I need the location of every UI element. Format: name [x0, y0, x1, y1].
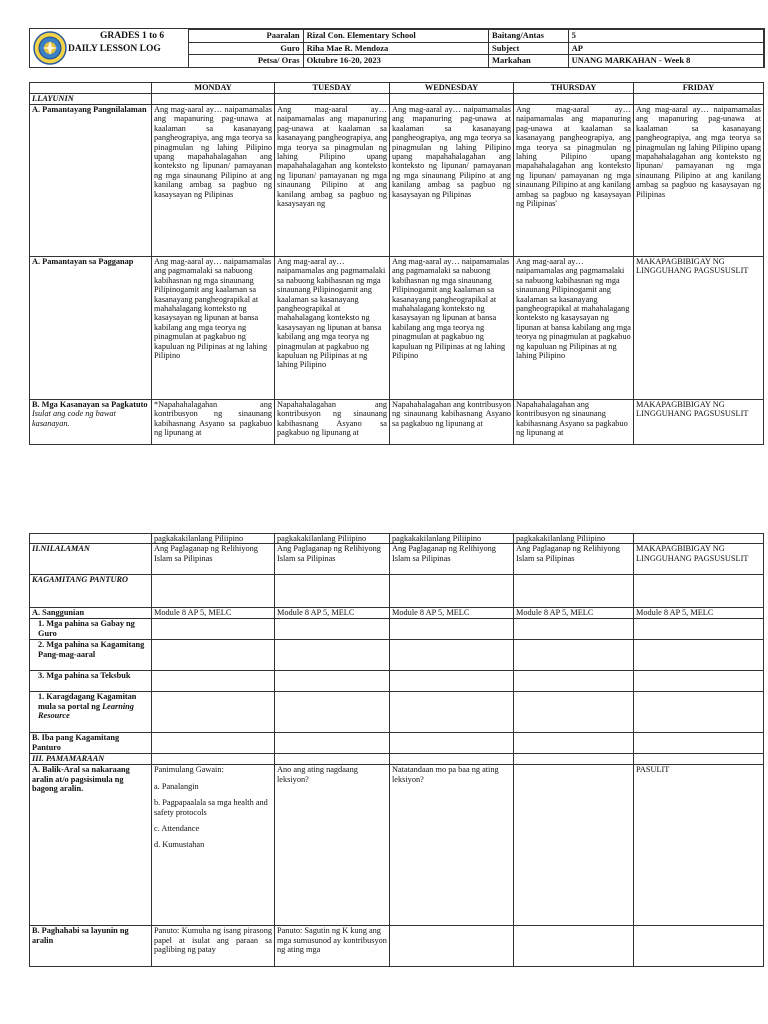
day-header-friday: FRIDAY: [634, 83, 764, 94]
section-label-pamamaraan: III. PAMAMARAAN: [30, 754, 152, 765]
row-teksbuk: [30, 671, 764, 692]
row-balik-aral: [30, 765, 764, 926]
header-label-subject: Subject: [488, 42, 568, 55]
empty-cell: [634, 575, 764, 608]
label-paghahabi: B. Paghahabi sa layunin ng aralin: [30, 926, 152, 967]
header-value-subject: AP: [568, 42, 763, 55]
row-pamantayang-pangnilalaman: [30, 105, 764, 257]
header-row: [189, 30, 764, 43]
grades-title: GRADES 1 to 6: [100, 31, 165, 41]
cell-monday: pagkakakilanlang Piliipino: [152, 534, 275, 544]
empty-cell: [152, 692, 275, 733]
empty-cell: [152, 619, 275, 640]
row-iba-pang-kagamitang: [30, 733, 764, 754]
header-label-baitang: Baitang/Antas: [488, 30, 568, 43]
label-mga-kasanayan: [30, 400, 152, 445]
cell-tuesday: Ang Paglaganap ng Relihiyong Islam sa Pilipinas: [275, 544, 390, 575]
label-pamantayan-sa-pagganap: A. Pamantayan sa Pagganap: [30, 257, 152, 400]
header-value-teacher: Riha Mae R. Mendoza: [303, 42, 488, 55]
empty-cell: [390, 671, 514, 692]
cell-tuesday: Ang mag-aaral ay… naipamamalas ang mapanuring pag-unawa at kaalaman sa kasanayang pangheograpiya, ang mga teorya sa pinagmulan ng lahing Pilipino upang mapahahalagahan ang konteksto ng lipunan/ pamayanan ng mga sinaunang Pilipino at ang kanilang ambag sa pagbuo ng kasaysayan ng: [275, 105, 390, 257]
empty-cell: [514, 575, 634, 608]
label-balik-aral: A. Balik-Aral sa nakaraang aralin at/o pagsisimula ng bagong aralin.: [30, 765, 152, 926]
cell-tuesday: Module 8 AP 5, MELC: [275, 608, 390, 619]
empty-cell: [514, 619, 634, 640]
label-kagamitang-pang-mag-aaral: 2. Mga pahina sa Kagamitang Pang-mag-aaral: [30, 640, 152, 671]
label-teksbuk: 3. Mga pahina sa Teksbuk: [30, 671, 152, 692]
school-seal-icon: [33, 31, 67, 65]
day-header-monday: MONDAY: [152, 83, 275, 94]
cell-friday: MAKAPAGBIBIGAY NG LINGGUHANG PAGSUSUSLIT: [634, 257, 764, 400]
cell-thursday: [514, 765, 634, 926]
cell-tuesday: Ano ang ating nagdaang leksiyon?: [275, 765, 390, 926]
label-iba-pang-kagamitang: B. Iba pang Kagamitang Panturo: [30, 733, 152, 754]
cell-monday: Module 8 AP 5, MELC: [152, 608, 275, 619]
monday-item: a. Panalangin: [154, 781, 199, 791]
cell-wednesday: Ang mag-aaral ay… naipamamalas ang pagmamalaki sa nabuong kabihasnan ng mga sinaunang Pilipinogamit ang kaalaman sa kasanayang pangheograpikal at mahahalagang konteksto ng kasaysayan ng lipunan at bansa kabilang ang mga teorya ng pinagmulan at pagkabuo ng kapuluan ng Pilipinas at ng lahing Pilipino: [390, 257, 514, 400]
header-label-petsa: Petsa/ Oras: [189, 55, 304, 68]
monday-item: d. Kumustahan: [154, 840, 205, 850]
row-karagdagang-kagamitan: [30, 692, 764, 733]
cell-monday: Panuto: Kumuha ng isang pirasong papel at isulat ang paraan sa paglibing ng patay: [152, 926, 275, 967]
section-label-kagamitang: KAGAMITANG PANTURO: [30, 575, 152, 608]
row-paghahabi: [30, 926, 764, 967]
section-row-layunin: [30, 94, 764, 105]
empty-cell: [390, 692, 514, 733]
empty-cell: [634, 754, 764, 765]
monday-item: b. Pagpapaalala sa mga health and safety protocols: [154, 798, 268, 817]
daily-lesson-log-title: DAILY LESSON LOG: [68, 44, 161, 54]
empty-cell: [634, 619, 764, 640]
empty-cell: [634, 640, 764, 671]
cell-tuesday: Panuto: Sagutin ng K kung ang mga sumusunod ay kontribusyon ng ating mga: [275, 926, 390, 967]
empty-cell: [152, 640, 275, 671]
empty-cell: [390, 640, 514, 671]
header-info-table: [188, 29, 764, 68]
header-title-cell: [30, 29, 189, 67]
cell-thursday: [514, 926, 634, 967]
header-value-quarter: UNANG MARKAHAN - Week 8: [568, 55, 763, 68]
header-value-date: Oktubre 16-20, 2023: [303, 55, 488, 68]
day-header-thursday: THURSDAY: [514, 83, 634, 94]
empty-cell: [634, 692, 764, 733]
empty-cell: [390, 94, 514, 105]
day-header-tuesday: TUESDAY: [275, 83, 390, 94]
row-kagamitang-pang-mag-aaral: [30, 640, 764, 671]
empty-cell: [275, 671, 390, 692]
label-gabay-ng-guro: 1. Mga pahina sa Gabay ng Guro: [30, 619, 152, 640]
empty-cell: [30, 534, 152, 544]
empty-cell: [275, 619, 390, 640]
cell-friday: [634, 534, 764, 544]
cell-thursday: Napahahalagahan ang kontribusyon ng sinaunang kabihasnang Asyano sa pagkabuo ng lipunang at: [514, 400, 634, 445]
cell-tuesday: Ang mag-aaral ay… naipamamalas ang pagmamalaki sa nabuong kabihasnan ng mga sinaunang Pilipinogamit ang kaalaman sa kasanayang pangheograpikal at mahahalagang konteksto ng kasaysayan ng lipunan at bansa kabilang ang mga teorya ng pinagmulan at pagkabuo ng kapuluan ng Pilipinas at ng lahing Pilipino: [275, 257, 390, 400]
cell-wednesday: [390, 926, 514, 967]
label-karagdagang-kagamitan: [30, 692, 152, 733]
cell-monday: [152, 765, 275, 926]
header-label-guro: Guro: [189, 42, 304, 55]
cell-friday: [634, 926, 764, 967]
empty-cell: [275, 94, 390, 105]
day-header-wednesday: WEDNESDAY: [390, 83, 514, 94]
row-pamantayan-sa-pagganap: [30, 257, 764, 400]
section-label-layunin: I.LAYUNIN: [30, 94, 152, 105]
cell-tuesday: pagkakakilanlang Piliipino: [275, 534, 390, 544]
label-pamantayang-pangnilalaman: A. Pamantayang Pangnilalaman: [30, 105, 152, 257]
cell-wednesday: pagkakakilanlang Piliipino: [390, 534, 514, 544]
panimulang-gawain-title: Panimulang Gawain:: [154, 765, 224, 775]
empty-cell: [152, 671, 275, 692]
empty-cell: [514, 671, 634, 692]
cell-wednesday: Natatandaan mo pa baa ng ating leksiyon?: [390, 765, 514, 926]
header-row: [189, 42, 764, 55]
cell-wednesday: Ang Paglaganap ng Relihiyong Islam sa Pilipinas: [390, 544, 514, 575]
cell-monday: Ang Paglaganap ng Relihiyong Islam sa Pilipinas: [152, 544, 275, 575]
empty-cell: [390, 619, 514, 640]
empty-cell: [634, 94, 764, 105]
mga-kasanayan-title: B. Mga Kasanayan sa Pagkatuto: [32, 400, 148, 409]
cell-thursday: Ang mag-aaral ay… naipamamalas ang mapanuring pag-unawa at kaalaman sa kasanayang pangheograpiya, ang mga teorya sa pinagmulan ng lahing Pilipino upang mapahahalagahan ang konteksto ng lipunan/ pamayanan ng mga sinaunang Pilipino at ang kanilang ambag sa pagbuo ng kasaysayan ng Pilipinas': [514, 105, 634, 257]
cell-tuesday: Napahahalagahan ang kontribusyon ng sinaunang kabihasnang Asyano sa pagkabuo ng lipunang at: [275, 400, 390, 445]
cell-monday: Ang mag-aaral ay… naipamamalas ang pagmamalaki sa nabuong kabihasnan ng mga sinaunang Pilipinogamit ang kaalaman sa kasanayang pangheograpikal at mahahalagang konteksto ng kasaysayan ng lipunan at bansa kabilang ang mga teorya ng pinagmulan at pagkabuo ng kapuluan ng Pilipinas at ng lahing Pilipino: [152, 257, 275, 400]
empty-cell: [514, 733, 634, 754]
empty-cell: [390, 733, 514, 754]
day-header-row: [30, 83, 764, 94]
empty-cell: [152, 733, 275, 754]
empty-cell: [152, 575, 275, 608]
header-value-school: Rizal Con. Elementary School: [303, 30, 488, 43]
cell-wednesday: Napahahalagahan ang kontribusyon ng sinaunang kabihasnang Asyano sa pagkabuo ng lipunang at: [390, 400, 514, 445]
empty-cell: [634, 671, 764, 692]
lesson-table-part-2: [29, 533, 764, 967]
empty-cell: [275, 733, 390, 754]
section-label-nilalaman: II.NILALAMAN: [30, 544, 152, 575]
cell-friday: MAKAPAGBIBIGAY NG LINGGUHANG PAGSUSUSLIT: [634, 400, 764, 445]
cell-monday: Ang mag-aaral ay… naipamamalas ang mapanuring pag-unawa at kaalaman sa kasanayang pangheograpiya, ang mga teorya sa pinagmulan ng lahing Pilipino upang mapahahalagahan ang konteksto ng lipunan/ pamayanan ng mga sinaunang Pilipino at ang kanilang ambag sa pagbuo ng kasaysayan ng Pilipinas: [152, 105, 275, 257]
row-nilalaman: [30, 544, 764, 575]
header-label-paaralan: Paaralan: [189, 30, 304, 43]
label-sanggunian: A. Sanggunian: [30, 608, 152, 619]
empty-cell: [514, 94, 634, 105]
empty-cell: [514, 754, 634, 765]
learning-resource-text: Learning Resource: [38, 701, 134, 721]
cell-thursday: Ang Paglaganap ng Relihiyong Islam sa Pilipinas: [514, 544, 634, 575]
empty-cell: [634, 733, 764, 754]
row-pamamaraan: [30, 754, 764, 765]
cell-friday: Module 8 AP 5, MELC: [634, 608, 764, 619]
row-sanggunian: [30, 608, 764, 619]
cell-thursday: Module 8 AP 5, MELC: [514, 608, 634, 619]
cell-thursday: pagkakakilanlang Piliipino: [514, 534, 634, 544]
empty-cell: [514, 640, 634, 671]
cell-thursday: Ang mag-aaral ay… naipamamalas ang pagmamalaki sa nabuong kabihasnan ng mga sinaunang Pilipinogamit ang kaalaman sa kasanayang pangheograpikal at mahahalagang konteksto ng kasaysayan ng lipunan at bansa kabilang ang mga teorya ng pinagmulan at pagkabuo ng kapuluan ng Pilipinas at ng lahing Pilipino: [514, 257, 634, 400]
cell-friday: MAKAPAGBIBIGAY NG LINGGUHANG PAGSUSUSLIT: [634, 544, 764, 575]
empty-cell: [152, 754, 275, 765]
empty-cell: [275, 640, 390, 671]
row-continued: [30, 534, 764, 544]
header-row: [189, 55, 764, 68]
empty-cell: [514, 692, 634, 733]
row-gabay-ng-guro: [30, 619, 764, 640]
empty-cell: [275, 754, 390, 765]
empty-cell: [275, 575, 390, 608]
lesson-table-part-1: [29, 82, 764, 445]
row-kagamitang-panturo: [30, 575, 764, 608]
monday-item: c. Attendance: [154, 824, 200, 834]
cell-wednesday: Ang mag-aaral ay… naipamamalas ang mapanuring pag-unawa at kaalaman sa kasanayang pangheograpiya, ang mga teorya sa pinagmulan ng lahing Pilipino upang mapahahalagahan ang konteksto ng lipunan/ pamayanan ng mga sinaunang Pilipino at ang kanilang ambag sa pagbuo ng kasaysayan ng Pilipinas: [390, 105, 514, 257]
header-label-markahan: Markahan: [488, 55, 568, 68]
empty-cell: [275, 692, 390, 733]
row-mga-kasanayan: [30, 400, 764, 445]
empty-cell: [152, 94, 275, 105]
mga-kasanayan-note: Isulat ang code ng bawat kasanayan.: [32, 409, 116, 428]
cell-friday: PASULIT: [634, 765, 764, 926]
cell-friday: Ang mag-aaral ay… naipamamalas ang mapanuring pag-unawa at kaalaman sa kasanayang pangheograpiya, ang mga teorya sa pinagmulan ng lahing Pilipino upang mapahahalagahan ang konteksto ng lipunan/ pamayanan ng mga sinaunang Pilipino at ang kanilang ambag sa pagbuo ng kasaysayan ng Pilipinas: [634, 105, 764, 257]
cell-wednesday: Module 8 AP 5, MELC: [390, 608, 514, 619]
empty-cell: [390, 754, 514, 765]
corner-cell: [30, 83, 152, 94]
karagdagang-text: 1. Karagdagang Kagamitan mula sa portal ng: [38, 692, 137, 711]
cell-monday: *Napahahalagahan ang kontribusyon ng sinaunang kabihasnang Asyano sa pagkabuo ng lipunang at: [152, 400, 275, 445]
header-value-grade: 5: [568, 30, 763, 43]
empty-cell: [390, 575, 514, 608]
header-block: [29, 28, 765, 68]
